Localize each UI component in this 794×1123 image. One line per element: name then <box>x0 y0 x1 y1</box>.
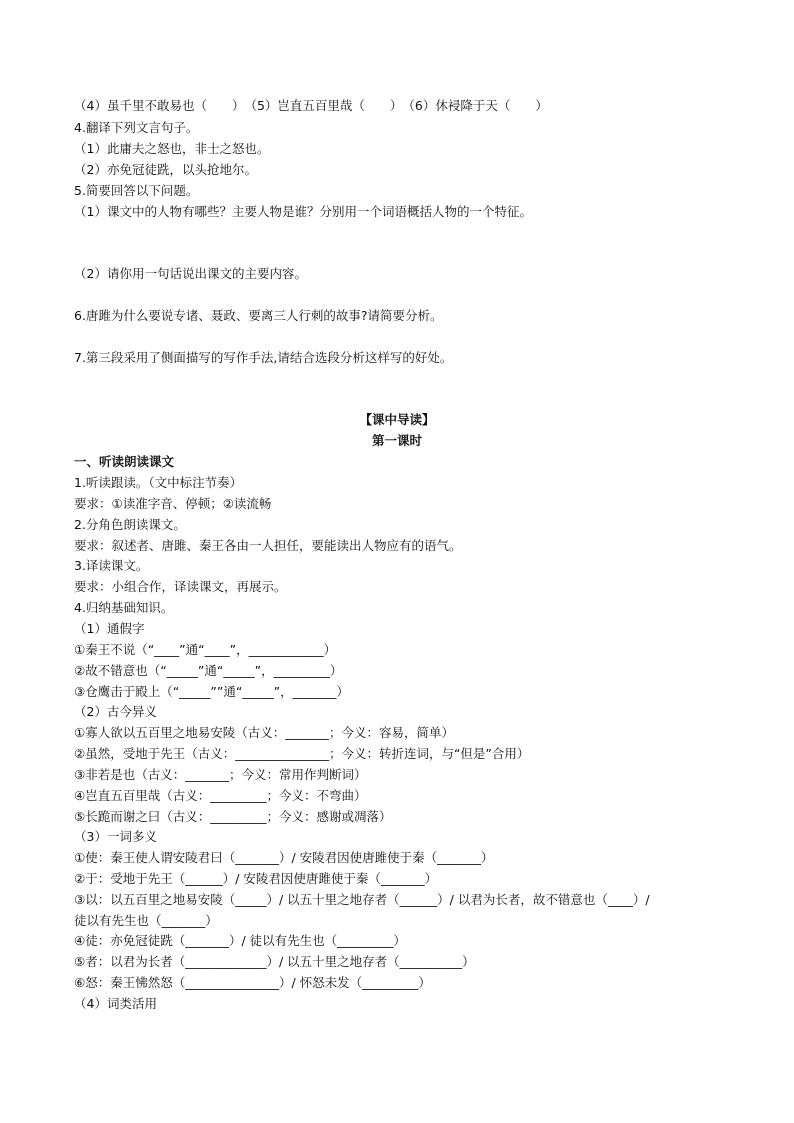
step3-requirement: 要求：小组合作，译读课文，再展示。 <box>74 579 287 594</box>
q4-title: 4.翻译下列文言句子。 <box>74 120 199 135</box>
gujin-item: ①寡人欲以五百里之地易安陵（古义：_______；今义：容易，简单） <box>74 725 454 740</box>
q7-question: 7.第三段采用了侧面描写的写作手法,请结合选段分析这样写的好处。 <box>74 350 453 365</box>
step1: 1.听读跟读。（文中标注节奏） <box>74 475 243 490</box>
tongjia-item: ①秦王不说（“____”通“____”，____________） <box>74 642 337 657</box>
q5-item-1: （1）课文中的人物有哪些？主要人物是谁？分别用一个词语概括人物的一个特征。 <box>74 204 532 219</box>
q6-question: 6.唐雎为什么要说专诸、聂政、要离三人行刺的故事?请简要分析。 <box>74 308 443 323</box>
tongjia-item: ②故不错意也（“_____”通“_____”，_________） <box>74 663 343 678</box>
gujin-title: （2）古今异义 <box>74 704 157 719</box>
step2: 2.分角色朗读课文。 <box>74 517 186 532</box>
cilei-title: （4）词类活用 <box>74 996 157 1011</box>
gujin-item: ⑤长跪而谢之曰（古义：_________；今义：感谢或凋落） <box>74 809 392 824</box>
yici-item: ⑥怒：秦王怫然怒（_______________）/ 怀怒未发（_________） <box>74 975 431 990</box>
yici-item: ③以：以五百里之地易安陵（_____）/ 以五十里之地存者（______）/ 以君为长者，故不错意也（____）/ <box>74 892 650 907</box>
step4: 4.归纳基础知识。 <box>74 600 174 615</box>
q4-item-2: （2）亦免冠徒跣，以头抢地尔。 <box>74 162 257 177</box>
part1-title: 一、听读朗读课文 <box>74 454 175 469</box>
gujin-item: ②虽然，受地于先王（古义：_______________；今义：转折连词，与“但是”合用） <box>74 746 530 761</box>
tongjia-title: （1）通假字 <box>74 621 145 636</box>
yici-item: ①使：秦王使人谓安陵君曰（_______）/ 安陵君因使唐雎使于秦（_______） <box>74 850 494 865</box>
q5-title: 5.简要回答以下问题。 <box>74 183 199 198</box>
q4-item-1: （1）此庸夫之怒也，非士之怒也。 <box>74 141 270 156</box>
gujin-item: ③非若是也（古义：_______；今义：常用作判断词） <box>74 767 367 782</box>
q3-items-line: （4）虽千里不敢易也（ ） （5）岂直五百里哉（ ） （6）休祲降于天（ ） <box>74 98 548 113</box>
tongjia-item: ③仓鹰击于殿上（“_____””通“_____”，_______） <box>74 684 349 699</box>
q5-item-2: （2）请你用一句话说出课文的主要内容。 <box>74 266 307 281</box>
section-subheader: 第一课时 <box>371 433 422 448</box>
yici-title: （3）一词多义 <box>74 829 157 844</box>
yici-item: ②于：受地于先王（______）/ 安陵君因使唐雎使于秦（_______） <box>74 871 438 886</box>
step3: 3.译读课文。 <box>74 558 149 573</box>
step1-requirement: 要求：①读准字音、停顿；②读流畅 <box>74 496 272 511</box>
step2-requirement: 要求：叙述者、唐雎、秦王各由一人担任，要能读出人物应有的语气。 <box>74 538 462 553</box>
gujin-item: ④岂直五百里哉（古义：_________；今义：不弯曲） <box>74 788 367 803</box>
section-header: 【课中导读】 <box>359 412 435 427</box>
yici-item: ⑤者：以君为长者（_____________）/ 以五十里之地存者（__________） <box>74 954 475 969</box>
yici-item: ④徒：亦免冠徒跣（_______）/ 徒以有先生也（_________） <box>74 933 406 948</box>
yici-item-continued: 徒以有先生也（_______） <box>74 913 218 928</box>
